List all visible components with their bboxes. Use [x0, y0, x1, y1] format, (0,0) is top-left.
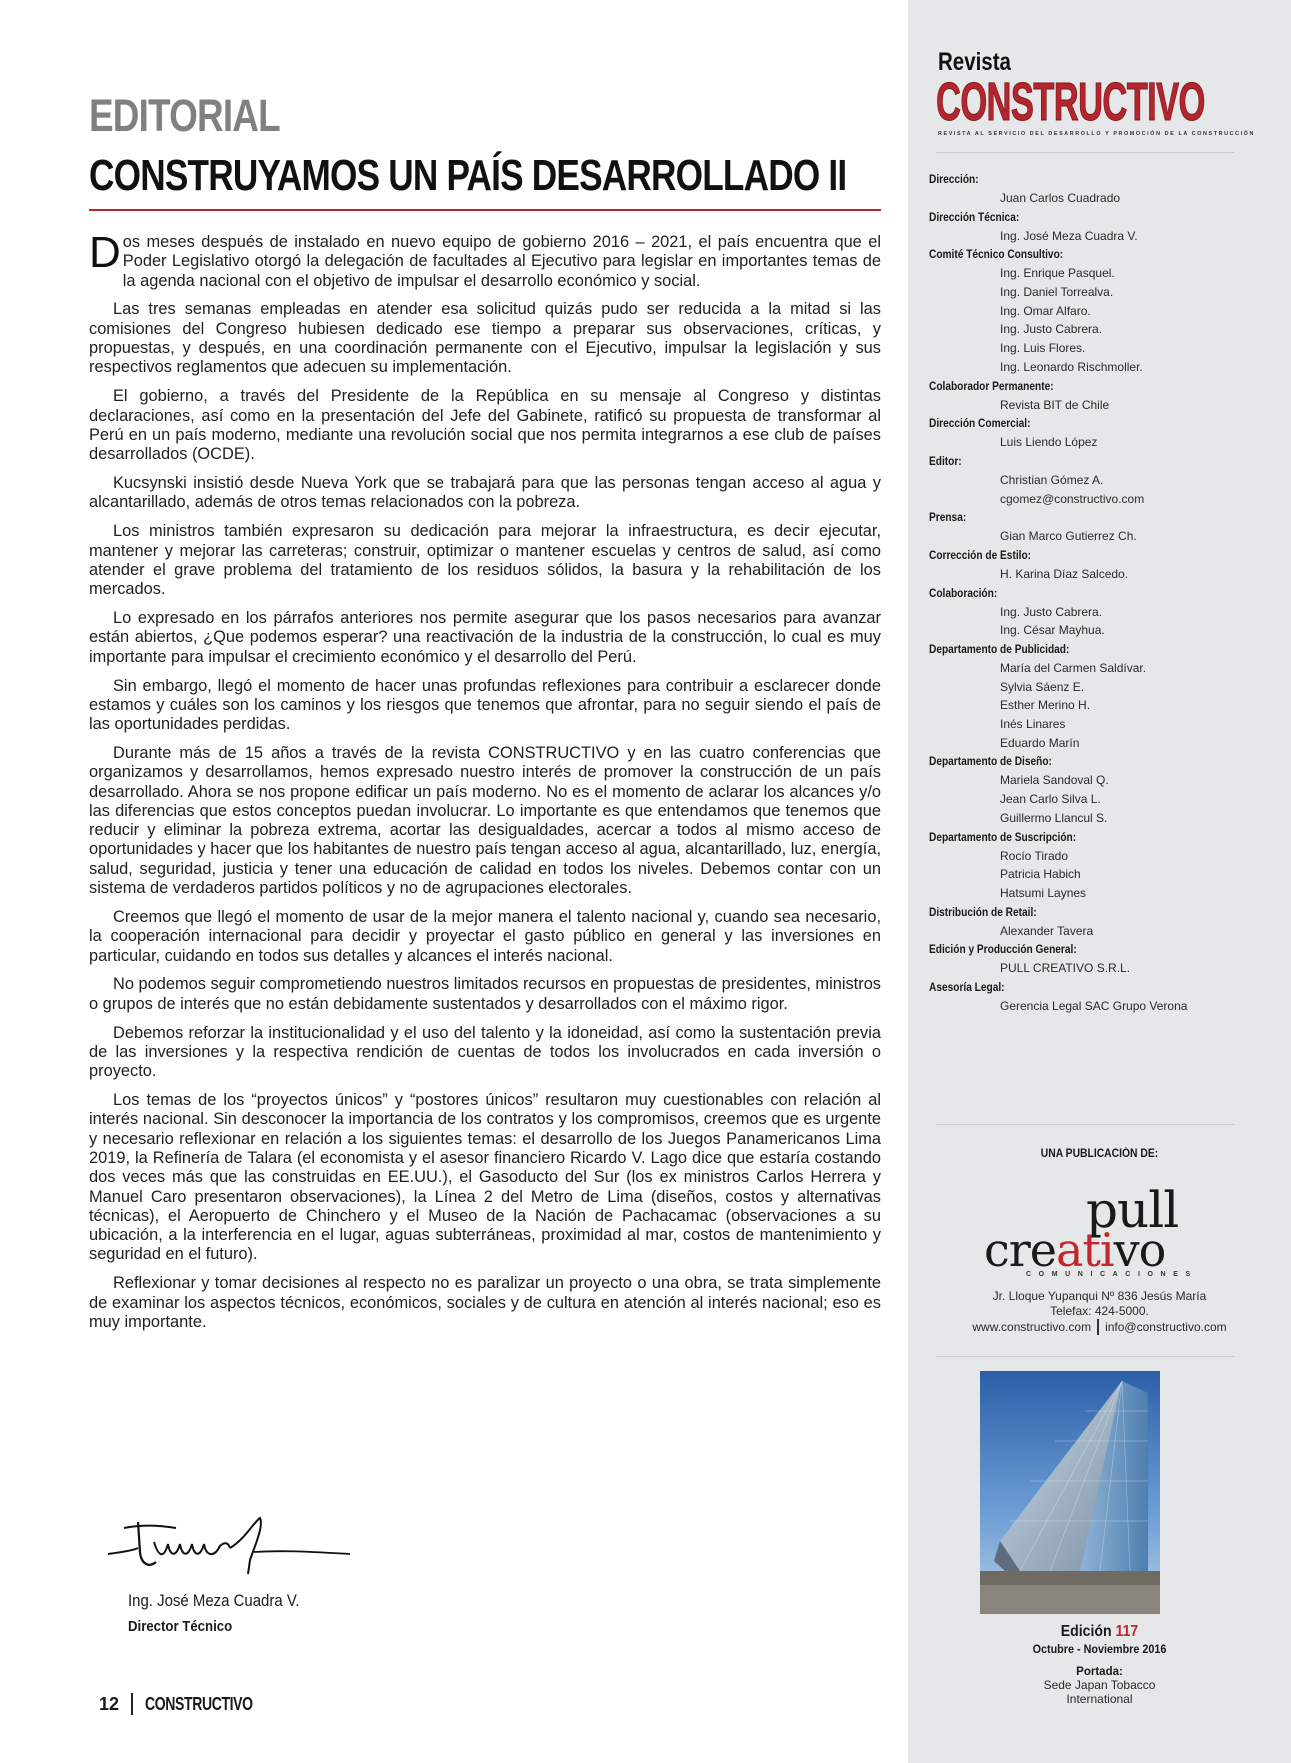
staff-role: Colaborador Permanente: — [929, 378, 1054, 393]
staff-role: Dirección Comercial: — [929, 416, 1031, 431]
dropcap: D — [89, 228, 121, 277]
staff-name: Alexander Tavera — [1000, 923, 1094, 938]
staff-name: María del Carmen Saldívar. — [1000, 661, 1147, 675]
staff-name: Ing. José Meza Cuadra V. — [1000, 228, 1138, 243]
publisher-contact — [908, 1289, 1291, 1335]
staff-name: Sylvia Sáenz E. — [1000, 679, 1085, 694]
staff-role: Departamento de Suscripción: — [929, 829, 1077, 844]
staff-role: Edición y Producción General: — [929, 942, 1077, 957]
email-link[interactable]: info@constructivo.com — [1105, 1319, 1227, 1334]
staff-group — [929, 546, 1269, 584]
article-body — [89, 228, 882, 1332]
paragraph: Los temas de los “proyectos únicos” y “postores únicos” resultaron muy cuestionables con relación al interés nacional. Sin desconocer la importancia de los contratos y los compromisos, creemos que es urgente y necesario reflexionar en relación a los siguientes temas: el desarrollo de los Juegos Panamericanos Lima 2019, la Refinería de Talara (el economista y el asesor financiero Ricardo V. Lago dice que estaría costando dos veces más que las construidas en EE.UU.), el Gasoducto del Sur (los ex ministros Carlos Herrera y Manuel Caro presentaron observaciones), la Línea 2 del Metro de Lima (diseños, costos y alternativas técnicas), el Aeropuerto de Chinchero y el Museo de la Nación de Pachacamac (observaciones a su ubicación, a la interferencia en el lugar, aguas subterráneas, proximidad al mar, costos de mantenimiento y seguridad en el futuro). — [89, 1091, 881, 1264]
staff-group — [929, 245, 1269, 376]
paragraph: Los ministros también expresaron su dedicación para mejorar la infraestructura, es decir ejecutar, mantener y mejorar las carreteras; construir, optimizar o mantener escuelas y centros de salud, así como atender el grave problema del tratamiento de los residuos sólidos, la basura y la rehabilitación de los mercados. — [89, 522, 881, 599]
signer-name: Ing. José Meza Cuadra V. — [128, 1591, 300, 1610]
staff-name: PULL CREATIVO S.R.L. — [1000, 961, 1131, 976]
pull-creativo-logo — [976, 1181, 1246, 1278]
footer-brand: CONSTRUCTIVO — [145, 1693, 253, 1714]
staff-role: Colaboración: — [929, 585, 998, 600]
staff-name: Ing. Leonardo Rischmoller. — [1000, 359, 1143, 374]
staff-name: Revista BIT de Chile — [1000, 397, 1110, 412]
staff-role: Editor: — [929, 453, 962, 468]
paragraph: El gobierno, a través del Presidente de la República en su mensaje al Congreso y distintas declaraciones, así como en la presentación del Jefe del Gabinete, ratificó su propuesta de transformar al Perú en un país moderno, mediante una revolución social que nos permita integrarnos a ese club de países desarrollados (OCDE). — [89, 387, 881, 464]
logo-word-pull: pull — [1086, 1181, 1179, 1239]
logo-revista: Revista — [938, 48, 1011, 76]
staff-group — [929, 414, 1269, 452]
staff-role: Prensa: — [929, 510, 967, 525]
staff-role: Dirección Técnica: — [929, 209, 1020, 224]
staff-name: Gian Marco Gutierrez Ch. — [1000, 529, 1137, 544]
staff-group — [929, 828, 1269, 903]
contact-divider — [1097, 1319, 1099, 1335]
staff-group — [929, 940, 1269, 978]
staff-name: Mariela Sandoval Q. — [1000, 773, 1109, 788]
paragraph: Reflexionar y tomar decisiones al respecto no es paralizar un proyecto o una obra, se trata simplemente de examinar los aspectos técnicos, económicos, sociales y de cultura en atención al interés nacional; eso es muy importante. — [89, 1274, 881, 1331]
edition-number — [931, 1623, 1268, 1641]
phone-line: Telefax: 424-5000. — [1050, 1304, 1149, 1318]
staff-group — [929, 208, 1269, 246]
staff-group — [929, 903, 1269, 941]
staff-group — [929, 640, 1269, 752]
cover-photo — [980, 1371, 1160, 1614]
staff-name: Juan Carlos Cuadrado — [1000, 191, 1121, 205]
article — [89, 92, 881, 1342]
staff-role: Distribución de Retail: — [929, 904, 1037, 919]
staff-name: Inés Linares — [1000, 717, 1066, 732]
paragraph — [89, 228, 881, 291]
paragraph: No podemos seguir comprometiendo nuestros limitados recursos en propuestas de presidentes, ministros o grupos de interés que no están debidamente sustentados y desarrollados con el máximo rigor. — [89, 975, 882, 1013]
footer-divider — [131, 1693, 133, 1715]
edition-info — [908, 1623, 1291, 1706]
cover-label: Portada: — [1076, 1666, 1123, 1678]
paragraph-text: os meses después de instalado en nuevo equipo de gobierno 2016 – 2021, el país encuentra que el Poder Legislativo otorgó la delegación de facultades al Ejecutivo para legislar en importantes temas de la agenda nacional con el objetivo de impulsar el desarrollo económico y social. — [122, 233, 881, 290]
sidebar-divider — [936, 1124, 1234, 1125]
staff-name: Ing. Justo Cabrera. — [1000, 322, 1103, 337]
staff-group — [929, 752, 1269, 827]
staff-name: Ing. Omar Alfaro. — [1000, 303, 1091, 318]
logo-subtitle: COMUNICACIONES — [1026, 1271, 1198, 1278]
page-number: 12 — [99, 1693, 120, 1714]
staff-name: Ing. Daniel Torrealva. — [1000, 285, 1114, 300]
staff-group — [929, 978, 1269, 1016]
page-footer — [99, 1693, 283, 1715]
staff-name: Luis Liendo López — [1000, 435, 1098, 450]
staff-role: Dirección: — [929, 172, 979, 186]
staff-name: H. Karina Díaz Salcedo. — [1000, 566, 1129, 581]
section-label: EDITORIAL — [89, 90, 280, 141]
staff-role: Departamento de Diseño: — [929, 754, 1052, 769]
staff-group — [929, 584, 1269, 640]
staff-role: Corrección de Estilo: — [929, 547, 1032, 562]
address-line: Jr. Lloque Yupanqui Nº 836 Jesús María — [992, 1289, 1207, 1303]
staff-name: Hatsumi Laynes — [1000, 885, 1087, 900]
staff-role: Comité Técnico Consultivo: — [929, 247, 1064, 262]
staff-group — [929, 170, 1269, 208]
staff-name: Eduardo Marín — [1000, 735, 1080, 750]
cover-description: Sede Japan Tobacco International — [1043, 1678, 1156, 1706]
staff-list — [929, 170, 1269, 1016]
publisher-label: UNA PUBLICACIÓN DE: — [1040, 1148, 1159, 1160]
paragraph: Sin embargo, llegó el momento de hacer unas profundas reflexiones para contribuir a esclarecer donde estamos y cuáles son los caminos y los riesgos que tenemos que afrontar, para no seguir siendo el país de las oportunidades perdidas. — [89, 676, 881, 734]
edition-date: Octubre - Noviembre 2016 — [1032, 1642, 1167, 1656]
logo-part: cre — [984, 1223, 1056, 1277]
logo-tagline: REVISTA AL SERVICIO DEL DESARROLLO Y PROMOCIÓN DE LA CONSTRUCCIÓN — [938, 131, 1255, 137]
logo-part-red: ati — [1055, 1223, 1114, 1277]
website-link[interactable]: www.constructivo.com — [972, 1319, 1092, 1334]
staff-group — [929, 452, 1269, 508]
staff-name: Ing. Justo Cabrera. — [1000, 604, 1103, 619]
staff-name: Patricia Habich — [1000, 867, 1081, 882]
paragraph: Creemos que llegó el momento de usar de la mejor manera el talento nacional y, cuando sea necesario, la cooperación internacional para decidir y proyectar el gasto público en general y las inversiones en particular, cuidando en todos sus detalles y alcances el interés nacional. — [89, 907, 881, 965]
paragraph: Debemos reforzar la institucionalidad y el uso del talento y la idoneidad, así como la sustentación previa de las inversiones y la respectiva rendición de cuentas de todos los involucrados en cada inversión o proyecto. — [89, 1023, 881, 1081]
staff-name: Ing. Enrique Pasquel. — [1000, 266, 1115, 281]
staff-name: Ing. Luis Flores. — [1000, 341, 1086, 356]
edition-label: Edición — [1060, 1623, 1112, 1640]
masthead-sidebar — [908, 0, 1291, 1763]
staff-role: Departamento de Publicidad: — [929, 642, 1070, 656]
paragraph: Lo expresado en los párrafos anteriores nos permite asegurar que los pasos necesarios para avanzar están abiertos, ¿Que podemos esperar? una reactivación de la industria de la construcción, lo cual es muy importante para impulsar el crecimiento económico y el desarrollo del Perú. — [89, 609, 881, 666]
staff-group — [929, 377, 1269, 415]
paragraph: Durante más de 15 años a través de la revista CONSTRUCTIVO y en las cuatro conferencias que organizamos y desarrollamos, hemos expresado nuestro interés de promover la construcción de un país desarrollado. Ahora se nos propone edificar un país moderno. No es el momento de aclarar los alcances y/o las diferencias que estos conceptos puedan involucrar. Lo importante es que entendamos que tenemos que reducir y eliminar la pobreza extrema, acortar las desigualdades, acercar a todos al mismo acceso de oportunidades y hacer que los habitantes de nuestro país tengan acceso al agua, alcantarillado, luz, energía, salud, seguridad, justicia y tener una educación de calidad en todos los niveles. Debemos contar con un sistema de verdaderos partidos políticos y no de agrupaciones electorales. — [89, 743, 881, 898]
handwritten-signature — [104, 1512, 354, 1582]
staff-name: Gerencia Legal SAC Grupo Verona — [1000, 998, 1188, 1013]
logo-part: vo — [1113, 1223, 1166, 1277]
sidebar-divider — [936, 1356, 1234, 1357]
logo-constructivo: CONSTRUCTIVO — [936, 72, 1205, 132]
staff-name: cgomez@constructivo.com — [1000, 491, 1145, 506]
edition-num: 117 — [1115, 1623, 1139, 1640]
staff-role: Asesoría Legal: — [929, 979, 1005, 994]
article-title: CONSTRUYAMOS UN PAÍS DESARROLLADO II — [89, 151, 847, 200]
staff-name: Esther Merino H. — [1000, 698, 1091, 713]
staff-group — [929, 508, 1269, 546]
staff-name: Christian Gómez A. — [1000, 472, 1104, 487]
paragraph: Kucsynski insistió desde Nueva York que se trabajará para que las personas tengan acceso al agua y alcantarillado, además de otros temas relacionados con la pobreza. — [89, 474, 881, 512]
paragraph: Las tres semanas empleadas en atender esa solicitud quizás pudo ser reducida a la mitad si las comisiones del Congreso hubiesen dedicado ese tiempo a preparar sus observaciones, críticas, y propuestas, y después, en una coordinación permanente con el Ejecutivo, impulsar la legislación y sus respectivos reglamentos que adecuen su implementación. — [89, 300, 881, 377]
staff-name: Jean Carlo Silva L. — [1000, 792, 1101, 807]
staff-name: Rocío Tirado — [1000, 848, 1069, 863]
staff-name: Ing. César Mayhua. — [1000, 623, 1105, 638]
staff-name: Guillermo Llancul S. — [1000, 810, 1108, 825]
signer-role: Director Técnico — [128, 1618, 233, 1635]
sidebar-divider — [936, 152, 1234, 153]
title-divider — [89, 209, 881, 211]
